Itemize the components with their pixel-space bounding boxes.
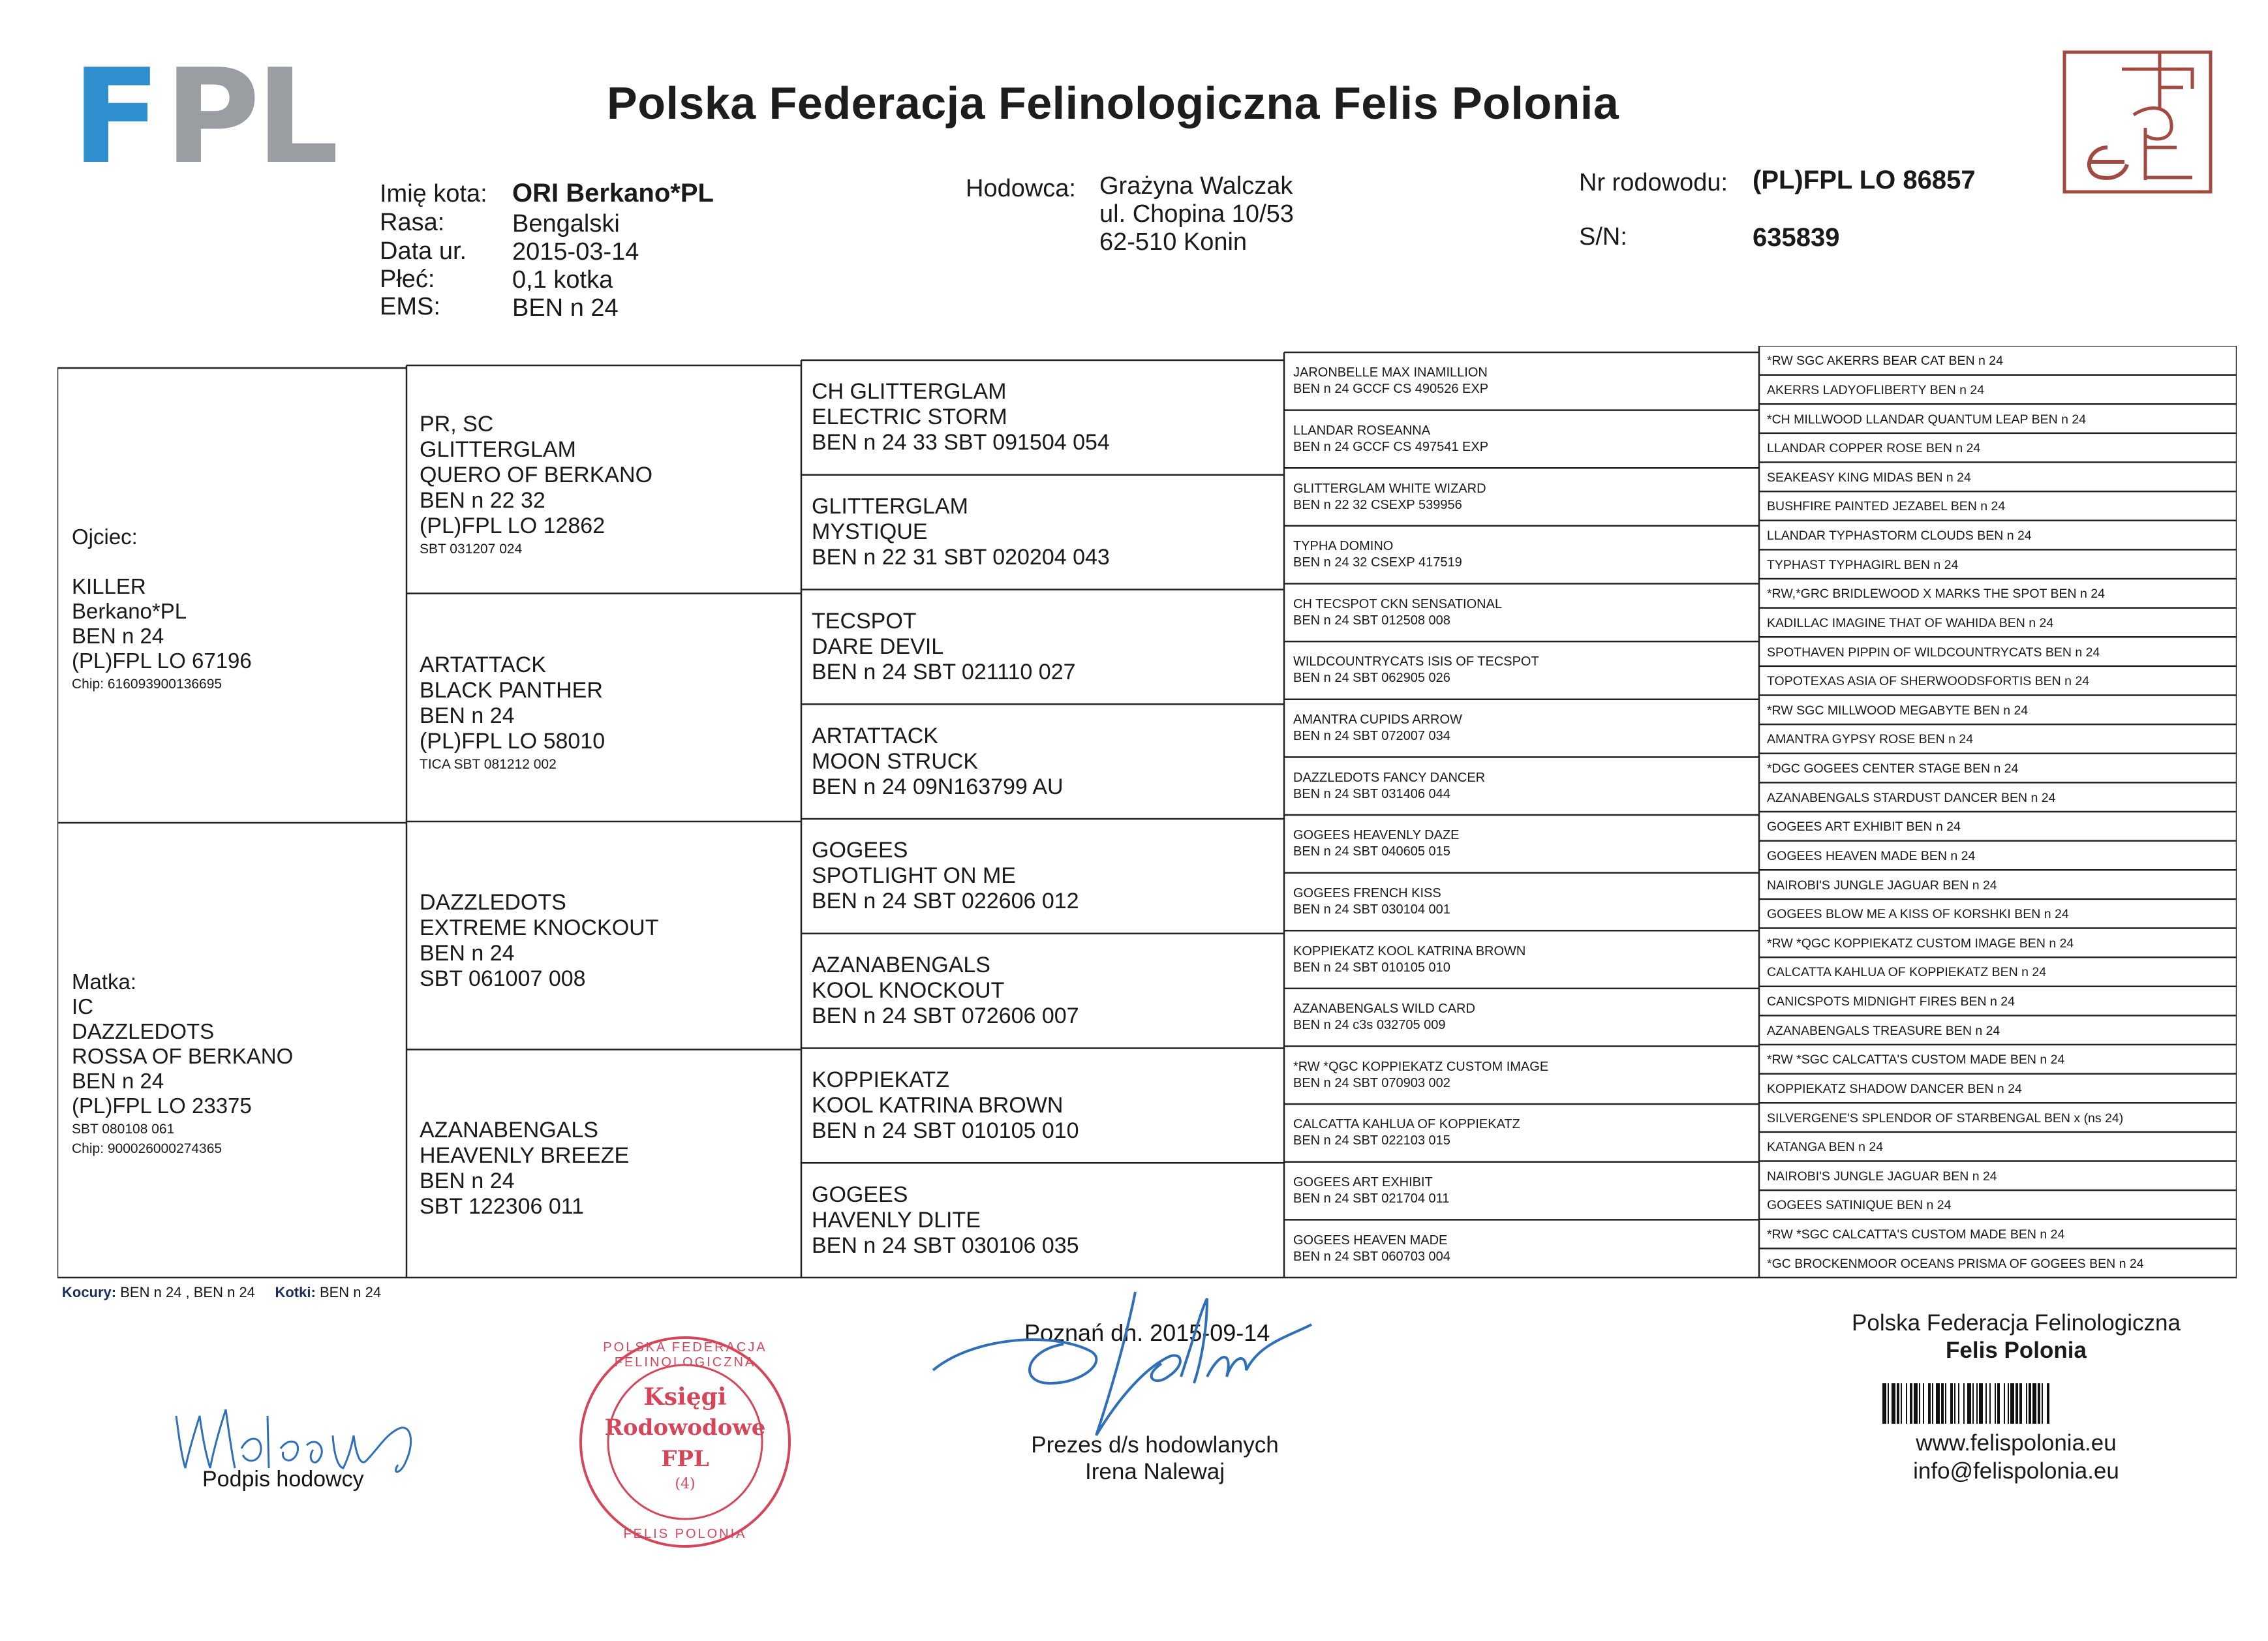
- grandparent-line: BEN n 24: [420, 703, 515, 729]
- gen4-line: BEN n 24 SBT 010105 010: [1293, 960, 1450, 975]
- great-grandparent-line: AZANABENGALS: [812, 953, 990, 978]
- sex-label: Płeć:: [380, 266, 435, 293]
- parent-chip: Chip: 616093900136695: [72, 676, 222, 692]
- gen4-line: GLITTERGLAM WHITE WIZARD: [1293, 481, 1486, 496]
- gen5-entry: GOGEES HEAVEN MADE BEN n 24: [1767, 848, 1976, 863]
- barcode-bar: [1967, 1383, 1971, 1424]
- gen5-entry: LLANDAR COPPER ROSE BEN n 24: [1767, 441, 1981, 456]
- stamp-number: (4): [675, 1476, 696, 1492]
- gen5-entry: GOGEES ART EXHIBIT BEN n 24: [1767, 820, 1961, 835]
- barcode-bar: [1928, 1383, 1931, 1424]
- barcode-bar: [2038, 1383, 2040, 1424]
- barcode-bar: [1910, 1383, 1912, 1424]
- grandparent-registry: TICA SBT 081212 002: [420, 757, 557, 773]
- parent-line: (PL)FPL LO 23375: [72, 1093, 252, 1118]
- gen4-line: BEN n 24 SBT 060703 004: [1293, 1249, 1450, 1264]
- great-grandparent-line: BEN n 24 SBT 021110 027: [812, 659, 1076, 684]
- logo-letter-l: L: [256, 41, 335, 193]
- grandparent-line: BLACK PANTHER: [420, 678, 603, 703]
- gen4-line: BEN n 24 SBT 040605 015: [1293, 844, 1450, 859]
- barcode-bar: [1882, 1383, 1886, 1424]
- great-grandparent-line: MYSTIQUE: [812, 519, 928, 545]
- sex-value: 0,1 kotka: [512, 266, 613, 294]
- president-signature: [920, 1272, 1325, 1455]
- parent-line: Ojciec:: [72, 524, 138, 549]
- gen5-entry: AKERRS LADYOFLIBERTY BEN n 24: [1767, 382, 1985, 397]
- president-title: Prezes d/s hodowlanych: [1031, 1432, 1279, 1458]
- registry-stamp: [574, 1331, 796, 1553]
- gen5-entry: *DGC GOGEES CENTER STAGE BEN n 24: [1767, 761, 2019, 776]
- grandparent-line: SBT 122306 011: [420, 1194, 585, 1219]
- gen5-entry: *RW SGC AKERRS BEAR CAT BEN n 24: [1767, 354, 2003, 369]
- stamp-line1: Księgi: [643, 1383, 727, 1411]
- felis-polonia-emblem: [2062, 50, 2213, 194]
- grandparent-line: QUERO OF BERKANO: [420, 463, 653, 488]
- gen4-line: DAZZLEDOTS FANCY DANCER: [1293, 770, 1486, 785]
- gen4-line: BEN n 24 c3s 032705 009: [1293, 1018, 1446, 1033]
- gen5-entry: AMANTRA GYPSY ROSE BEN n 24: [1767, 732, 1974, 747]
- serial-number-label: S/N:: [1579, 223, 1627, 251]
- gen5-entry: BUSHFIRE PAINTED JEZABEL BEN n 24: [1767, 499, 2006, 514]
- gen4-line: BEN n 22 32 CSEXP 539956: [1293, 497, 1462, 512]
- gen4-line: BEN n 24 SBT 070903 002: [1293, 1075, 1450, 1090]
- gen4-line: BEN n 24 32 CSEXP 417519: [1293, 555, 1462, 570]
- great-grandparent-line: ELECTRIC STORM: [812, 405, 1007, 430]
- breed-label: Rasa:: [380, 209, 445, 236]
- great-grandparent-line: BEN n 24 33 SBT 091504 054: [812, 430, 1110, 455]
- barcode-bar: [1897, 1383, 1899, 1424]
- barcode: [1882, 1383, 2150, 1424]
- great-grandparent-line: SPOTLIGHT ON ME: [812, 863, 1016, 889]
- gen4-line: BEN n 24 SBT 031406 044: [1293, 786, 1450, 801]
- gen5-entry: SILVERGENE'S SPLENDOR OF STARBENGAL BEN x (ns 24): [1767, 1111, 2124, 1126]
- gen5-entry: CANICSPOTS MIDNIGHT FIRES BEN n 24: [1767, 994, 2015, 1009]
- barcode-bar: [2015, 1383, 2018, 1424]
- barcode-bar: [1950, 1383, 1953, 1424]
- barcode-bar: [1945, 1383, 1946, 1424]
- grandparent-line: BEN n 24: [420, 940, 515, 966]
- females-label: Kotki:: [275, 1284, 316, 1300]
- grandparent-line: EXTREME KNOCKOUT: [420, 915, 659, 940]
- grandparent-line: ARTATTACK: [420, 652, 546, 678]
- great-grandparent-line: DARE DEVIL: [812, 634, 944, 659]
- gen5-entry: GOGEES BLOW ME A KISS OF KORSHKI BEN n 24: [1767, 907, 2069, 922]
- gen4-line: GOGEES ART EXHIBIT: [1293, 1175, 1433, 1190]
- stamp-line2: Rodowodowe: [604, 1415, 766, 1441]
- great-grandparent-line: GOGEES: [812, 838, 908, 863]
- barcode-bar: [2042, 1383, 2043, 1424]
- gen5-entry: GOGEES SATINIQUE BEN n 24: [1767, 1198, 1952, 1213]
- barcode-bar: [1976, 1383, 1978, 1424]
- gen5-entry: *GC BROCKENMOOR OCEANS PRISMA OF GOGEES BEN n 24: [1767, 1256, 2144, 1271]
- great-grandparent-line: GOGEES: [812, 1182, 908, 1207]
- grandparent-line: DAZZLEDOTS: [420, 889, 566, 915]
- gen4-line: JARONBELLE MAX INAMILLION: [1293, 365, 1488, 380]
- parent-line: (PL)FPL LO 67196: [72, 648, 252, 673]
- great-grandparent-line: KOOL KATRINA BROWN: [812, 1092, 1064, 1118]
- pedigree-table: [57, 346, 2237, 1279]
- barcode-bar: [1985, 1383, 1987, 1424]
- gen4-line: *RW *QGC KOPPIEKATZ CUSTOM IMAGE: [1293, 1059, 1549, 1074]
- barcode-bar: [1914, 1383, 1918, 1424]
- gen4-line: TYPHA DOMINO: [1293, 539, 1394, 554]
- grandparent-line: (PL)FPL LO 12862: [420, 514, 605, 539]
- gen5-entry: TYPHAST TYPHAGIRL BEN n 24: [1767, 557, 1959, 572]
- great-grandparent-line: BEN n 24 SBT 022606 012: [812, 889, 1079, 914]
- stamp-bottom-text: FELIS POLONIA: [623, 1527, 747, 1541]
- gen5-entry: *RW,*GRC BRIDLEWOOD X MARKS THE SPOT BEN n 24: [1767, 587, 2105, 602]
- males-colors: BEN n 24 , BEN n 24: [120, 1284, 255, 1300]
- males-label: Kocury:: [62, 1284, 117, 1300]
- grandparent-line: BEN n 24: [420, 1169, 515, 1194]
- great-grandparent-line: TECSPOT: [812, 608, 917, 634]
- barcode-bar: [1989, 1383, 1991, 1424]
- barcode-bar: [2032, 1383, 2036, 1424]
- barcode-bar: [1923, 1383, 1924, 1424]
- gen5-entry: SPOTHAVEN PIPPIN OF WILDCOUNTRYCATS BEN n 24: [1767, 645, 2100, 660]
- barcode-bar: [1932, 1383, 1933, 1424]
- great-grandparent-line: MOON STRUCK: [812, 748, 978, 774]
- gen5-entry: AZANABENGALS STARDUST DANCER BEN n 24: [1767, 790, 2056, 805]
- barcode-bar: [2008, 1383, 2009, 1424]
- barcode-bar: [1906, 1383, 1907, 1424]
- color-legend: [62, 1284, 381, 1301]
- great-grandparent-line: GLITTERGLAM: [812, 494, 968, 519]
- gen5-entry: *RW SGC MILLWOOD MEGABYTE BEN n 24: [1767, 703, 2029, 718]
- cat-name-label: Imię kota:: [380, 180, 487, 207]
- barcode-bar: [1936, 1383, 1940, 1424]
- parent-line: ROSSA OF BERKANO: [72, 1043, 294, 1068]
- gen4-line: CALCATTA KAHLUA OF KOPPIEKATZ: [1293, 1117, 1520, 1132]
- females-colors: BEN n 24: [319, 1284, 382, 1300]
- barcode-bar: [1958, 1383, 1959, 1424]
- gen4-line: BEN n 24 SBT 072007 034: [1293, 729, 1450, 744]
- grandparent-line: BEN n 22 32: [420, 488, 545, 514]
- gen5-entry: NAIROBI'S JUNGLE JAGUAR BEN n 24: [1767, 1169, 1997, 1184]
- dob-label: Data ur.: [380, 238, 467, 265]
- barcode-bar: [2029, 1383, 2031, 1424]
- grandparent-line: SBT 061007 008: [420, 966, 586, 991]
- gen4-line: BEN n 24 SBT 021704 011: [1293, 1191, 1450, 1206]
- place-date: Poznań dn. 2015-09-14: [1024, 1319, 1270, 1346]
- grandparent-line: GLITTERGLAM: [420, 437, 576, 463]
- breeder-address-line2: 62-510 Konin: [1099, 228, 1248, 256]
- barcode-bar: [2004, 1383, 2005, 1424]
- gen5-entry: TOPOTEXAS ASIA OF SHERWOODSFORTIS BEN n 24: [1767, 674, 2090, 689]
- great-grandparent-line: BEN n 24 SBT 010105 010: [812, 1118, 1079, 1143]
- breeder-label: Hodowca:: [966, 175, 1076, 202]
- great-grandparent-line: CH GLITTERGLAM: [812, 379, 1007, 405]
- parent-line: Berkano*PL: [72, 598, 187, 623]
- gen4-line: LLANDAR ROSEANNA: [1293, 423, 1431, 438]
- stamp-ring-text: POLSKA FEDERACJA FELINOLOGICZNA: [603, 1340, 767, 1370]
- gen4-line: BEN n 24 SBT 022103 015: [1293, 1133, 1450, 1148]
- barcode-bar: [2026, 1383, 2027, 1424]
- parent-line: Matka:: [72, 969, 137, 994]
- great-grandparent-line: BEN n 24 SBT 030106 035: [812, 1233, 1079, 1258]
- breeder-name: Grażyna Walczak: [1099, 172, 1293, 200]
- contact-website: www.felispolonia.eu: [1916, 1430, 2117, 1456]
- breed-value: Bengalski: [512, 210, 620, 238]
- contact-email: info@felispolonia.eu: [1913, 1458, 2119, 1484]
- gen5-entry: CALCATTA KAHLUA OF KOPPIEKATZ BEN n 24: [1767, 965, 2047, 980]
- fpl-logo: [72, 41, 346, 193]
- grandparent-registry: SBT 031207 024: [420, 542, 523, 557]
- gen4-line: BEN n 24 SBT 012508 008: [1293, 613, 1450, 628]
- gen5-entry: KOPPIEKATZ SHADOW DANCER BEN n 24: [1767, 1081, 2022, 1096]
- breeder-signature: [163, 1377, 437, 1481]
- barcode-bar: [1979, 1383, 1983, 1424]
- barcode-bar: [1972, 1383, 1974, 1424]
- barcode-bar: [2010, 1383, 2014, 1424]
- gen4-line: BEN n 24 GCCF CS 497541 EXP: [1293, 439, 1489, 454]
- parent-line: BEN n 24: [72, 623, 164, 648]
- gen5-entry: *RW *SGC CALCATTA'S CUSTOM MADE BEN n 24: [1767, 1052, 2065, 1067]
- great-grandparent-line: BEN n 24 SBT 072606 007: [812, 1004, 1079, 1029]
- gen5-entry: AZANABENGALS TREASURE BEN n 24: [1767, 1023, 2000, 1038]
- gen5-entry: NAIROBI'S JUNGLE JAGUAR BEN n 24: [1767, 878, 1997, 893]
- contact-org-line2: Felis Polonia: [1946, 1338, 2087, 1363]
- barcode-bar: [2047, 1383, 2049, 1424]
- gen4-line: AZANABENGALS WILD CARD: [1293, 1002, 1475, 1017]
- parent-chip: Chip: 900026000274365: [72, 1141, 222, 1156]
- parent-chip: SBT 080108 061: [72, 1121, 175, 1137]
- great-grandparent-line: BEN n 22 31 SBT 020204 043: [812, 545, 1110, 570]
- pedigree-entries: [57, 346, 2237, 1279]
- gen4-line: GOGEES FRENCH KISS: [1293, 885, 1441, 900]
- gen5-entry: *CH MILLWOOD LLANDAR QUANTUM LEAP BEN n 24: [1767, 412, 2087, 427]
- contact-org-line1: Polska Federacja Felinologiczna: [1852, 1310, 2181, 1336]
- barcode-bar: [1892, 1383, 1895, 1424]
- barcode-bar: [1941, 1383, 1944, 1424]
- parent-line: KILLER: [72, 574, 146, 598]
- gen4-line: WILDCOUNTRYCATS ISIS OF TECSPOT: [1293, 654, 1539, 669]
- gen5-entry: *RW *QGC KOPPIEKATZ CUSTOM IMAGE BEN n 24: [1767, 936, 2074, 951]
- grandparent-line: (PL)FPL LO 58010: [420, 729, 605, 754]
- gen4-line: GOGEES HEAVEN MADE: [1293, 1233, 1448, 1248]
- gen4-line: CH TECSPOT CKN SENSATIONAL: [1293, 596, 1503, 611]
- barcode-bar: [1888, 1383, 1889, 1424]
- ems-label: EMS:: [380, 293, 440, 320]
- gen4-line: BEN n 24 SBT 030104 001: [1293, 902, 1450, 917]
- gen4-line: BEN n 24 GCCF CS 490526 EXP: [1293, 382, 1489, 397]
- barcode-bar: [2019, 1383, 2022, 1424]
- pedigree-number: (PL)FPL LO 86857: [1753, 166, 1976, 194]
- grandparent-line: HEAVENLY BREEZE: [420, 1143, 630, 1169]
- barcode-bar: [1995, 1383, 1996, 1424]
- page-title: Polska Federacja Felinologiczna Felis Polonia: [607, 78, 1619, 129]
- stamp-line3: FPL: [661, 1446, 709, 1472]
- barcode-bar: [1963, 1383, 1965, 1424]
- ems-value: BEN n 24: [512, 294, 619, 322]
- gen5-entry: LLANDAR TYPHASTORM CLOUDS BEN n 24: [1767, 529, 2032, 544]
- parent-line: DAZZLEDOTS: [72, 1019, 215, 1043]
- gen4-line: KOPPIEKATZ KOOL KATRINA BROWN: [1293, 943, 1526, 959]
- great-grandparent-line: KOPPIEKATZ: [812, 1067, 949, 1092]
- pedigree-number-label: Nr rodowodu:: [1579, 169, 1728, 196]
- barcode-bar: [1997, 1383, 2000, 1424]
- parent-line: IC: [72, 994, 93, 1019]
- breeder-address-line1: ul. Chopina 10/53: [1099, 200, 1294, 228]
- barcode-bars: [1882, 1383, 2150, 1424]
- great-grandparent-line: HAVENLY DLITE: [812, 1207, 981, 1233]
- gen5-entry: SEAKEASY KING MIDAS BEN n 24: [1767, 470, 1971, 485]
- barcode-bar: [1901, 1383, 1902, 1424]
- gen5-entry: KADILLAC IMAGINE THAT OF WAHIDA BEN n 24: [1767, 615, 2054, 630]
- grandparent-line: AZANABENGALS: [420, 1118, 598, 1143]
- president-name: Irena Nalewaj: [1085, 1459, 1225, 1484]
- cat-name: ORI Berkano*PL: [512, 179, 714, 207]
- gen4-line: AMANTRA CUPIDS ARROW: [1293, 713, 1462, 728]
- grandparent-line: PR, SC: [420, 412, 494, 437]
- gen4-line: BEN n 24 SBT 062905 026: [1293, 671, 1450, 686]
- parent-line: BEN n 24: [72, 1068, 164, 1093]
- gen4-line: GOGEES HEAVENLY DAZE: [1293, 828, 1460, 843]
- gen5-entry: KATANGA BEN n 24: [1767, 1140, 1884, 1155]
- breeder-signature-caption: Podpis hodowcy: [202, 1467, 364, 1492]
- logo-letter-p: P: [164, 41, 256, 193]
- great-grandparent-line: ARTATTACK: [812, 723, 938, 748]
- great-grandparent-line: BEN n 24 09N163799 AU: [812, 774, 1064, 799]
- gen5-entry: *RW *SGC CALCATTA'S CUSTOM MADE BEN n 24: [1767, 1227, 2065, 1242]
- serial-number: 635839: [1753, 223, 1840, 252]
- dob-value: 2015-03-14: [512, 238, 639, 266]
- barcode-bar: [1954, 1383, 1955, 1424]
- logo-letter-f: F: [72, 41, 157, 193]
- barcode-bar: [1919, 1383, 1920, 1424]
- great-grandparent-line: KOOL KNOCKOUT: [812, 978, 1005, 1004]
